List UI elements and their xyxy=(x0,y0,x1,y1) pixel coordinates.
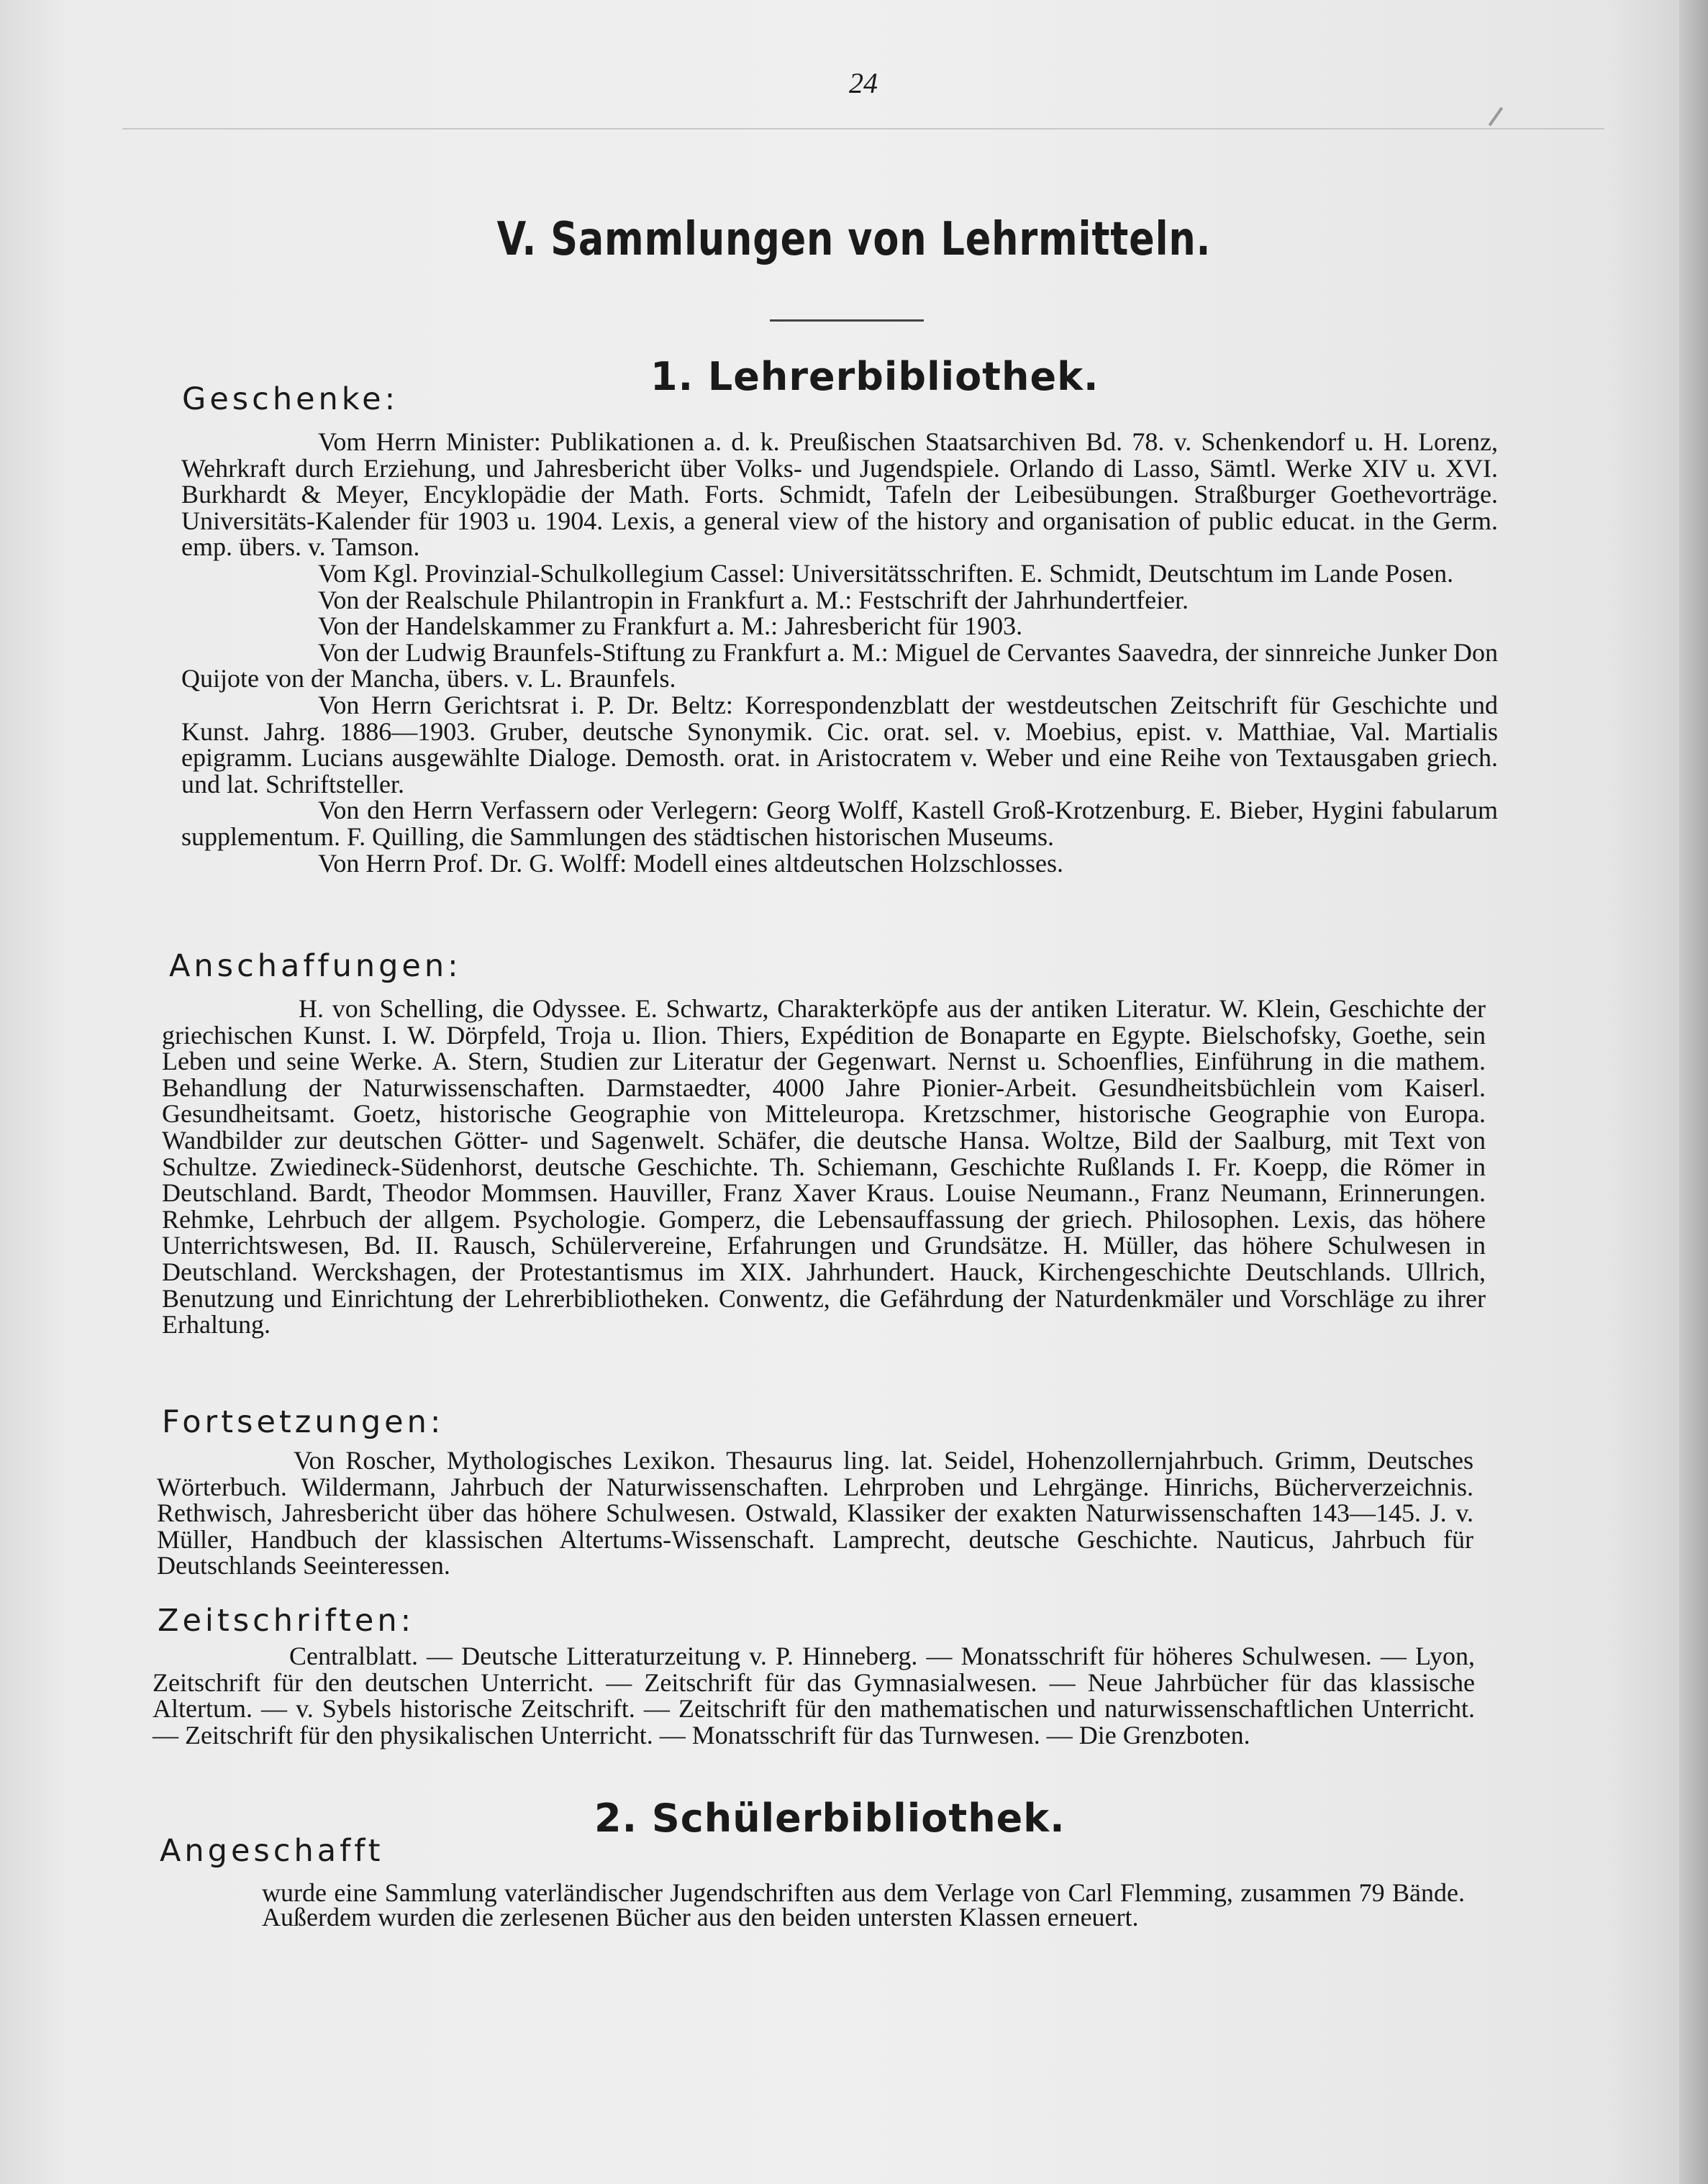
chapter-title: V. Sammlungen von Lehrmitteln. xyxy=(496,213,1212,266)
geschenke-paragraph: Von der Realschule Philantropin in Frankfurt a. M.: Festschrift der Jahrhundertfeier. xyxy=(318,585,1189,614)
section-heading-schuelerbibliothek: 2. Schülerbibliothek. xyxy=(594,1796,1066,1841)
geschenke-text xyxy=(181,429,1498,876)
anschaffungen-paragraph: H. von Schelling, die Odyssee. E. Schwartz, Charakterköpfe aus der antiken Literatur. W. Klein, Geschichte der griechischen Kunst. I. W. Dörpfeld, Troja u. Ilion. Thiers, Expédition de Bonaparte en Egypte. Bielschofsky, Goethe, sein Leben und seine Werke. A. Stern, Studien zur Literatur der Gegenwart. Nernst u. Schoenflies, Einführung in die mathem. Behandlung der Naturwissenschaften. Darmstaedter, 4000 Jahre Pionier-Arbeit. Gesundheitsbüchlein vom Kaiserl. Gesundheitsamt. Goetz, historische Geographie von Mitteleuropa. Kretzschmer, historische Geographie von Europa. Wandbilder zur deutschen Götter- und Sagenwelt. Schäfer, die deutsche Hansa. Woltze, Bild der Saalburg, mit Text von Schultze. Zwiedineck-Südenhorst, deutsche Geschichte. Th. Schiemann, Geschichte Rußlands I. Fr. Koepp, die Römer in Deutschland. Bardt, Theodor Mommsen. Hauviller, Franz Xaver Kraus. Louise Neumann., Franz Neumann, Erinnerungen. Rehmke, Lehrbuch der allgem. Psychologie. Gomperz, die Lebensauffassung der griech. Philosophen. Lexis, das höhere Unterrichtswesen, Bd. II. Rausch, Schülervereine, Erfahrungen und Grundsätze. H. Müller, das höhere Schulwesen in Deutschland. Werckshagen, der Protestantismus im XIX. Jahrhundert. Hauck, Kirchengeschichte Deutschlands. Ullrich, Benutzung und Einrichtung der Lehrerbibliotheken. Conwentz, die Gefährdung der Naturdenkmäler und Vorschläge zu ihrer Erhaltung. xyxy=(162,994,1486,1339)
geschenke-paragraph: Von der Ludwig Braunfels-Stiftung zu Frankfurt a. M.: Miguel de Cervantes Saavedra, der sinnreiche Junker Don Quijote von der Mancha, übers. v. L. Braunfels. xyxy=(181,637,1498,693)
subheading-angeschafft: Angeschafft xyxy=(160,1833,384,1869)
zeitschriften-paragraph: Centralblatt. — Deutsche Litteraturzeitung v. P. Hinneberg. — Monatsschrift für höheres Schulwesen. — Lyon, Zeitschrift für den deutschen Unterricht. — Zeitschrift für das Gymnasialwesen. — Neue Jahrbücher für das klassische Altertum. — v. Sybels historische Zeitschrift. — Zeitschrift für den mathematischen und naturwissenschaftlichen Unterricht. — Zeitschrift für den physikalischen Unterricht. — Monatsschrift für das Turnwesen. — Die Grenzboten. xyxy=(153,1642,1475,1750)
subheading-geschenke: Geschenke: xyxy=(182,381,399,417)
page-edge-shadow xyxy=(1679,0,1708,2184)
geschenke-paragraph: Von den Herrn Verfassern oder Verlegern: Georg Wolff, Kastell Groß-Krotzenburg. E. Bieber, Hygini fabularum supplementum. F. Quilling, die Sammlungen des städtischen historischen Museums. xyxy=(181,796,1498,851)
geschenke-paragraph: Von der Handelskammer zu Frankfurt a. M.: Jahresbericht für 1903. xyxy=(318,611,1023,641)
subheading-zeitschriften: Zeitschriften: xyxy=(158,1603,415,1639)
fortsetzungen-paragraph: Von Roscher, Mythologisches Lexikon. Thesaurus ling. lat. Seidel, Hohenzollernjahrbuch. Grimm, Deutsches Wörterbuch. Wildermann, Jahrbuch der Naturwissenschaften. Lehrproben und Lehrgänge. Hinrichs, Bücherverzeichnis. Rethwisch, Jahresbericht über das höhere Schulwesen. Ostwald, Klassiker der exakten Naturwissenschaften 143—145. J. v. Müller, Handbuch der klassischen Altertums-Wissenschaft. Lamprecht, deutsche Geschichte. Nauticus, Jahrbuch für Deutschlands Seeinteressen. xyxy=(157,1446,1473,1580)
top-divider xyxy=(122,128,1604,129)
scan-mark xyxy=(1489,107,1503,127)
angeschafft-text xyxy=(262,1878,1465,1932)
zeitschriften-text xyxy=(153,1643,1475,1748)
geschenke-paragraph: Von Herrn Prof. Dr. G. Wolff: Modell eines altdeutschen Holzschlosses. xyxy=(318,848,1063,878)
fortsetzungen-text xyxy=(157,1447,1473,1579)
anschaffungen-text xyxy=(162,996,1486,1338)
section-heading-lehrerbibliothek: 1. Lehrerbibliothek. xyxy=(650,354,1099,399)
geschenke-paragraph: Vom Herrn Minister: Publikationen a. d. k. Preußischen Staatsarchiven Bd. 78. v. Schenkendorf u. H. Lorenz, Wehrkraft durch Erziehung, und Jahresbericht über Volks- und Jugendspiele. Orlando di Lasso, Sämtl. Werke XIV u. XVI. Burkhardt & Meyer, Encyklopädie der Math. Forts. Schmidt, Tafeln der Leibesübungen. Straßburger Goethevorträge. Universitäts-Kalender für 1903 u. 1904. Lexis, a general view of the history and organisation of public educat. in the Germ. emp. übers. v. Tamson. xyxy=(181,427,1498,562)
geschenke-paragraph: Von Herrn Gerichtsrat i. P. Dr. Beltz: Korrespondenzblatt der westdeutschen Zeitschrift für Geschichte und Kunst. Jahrg. 1886—1903. Gruber, deutsche Synonymik. Cic. orat. sel. v. Moebius, epist. v. Matthiae, Val. Martialis epigramm. Lucians ausgewählte Dialoge. Demosth. orat. in Aristocratem v. Weber und eine Reihe von Textausgaben griech. und lat. Schriftsteller. xyxy=(181,690,1498,798)
angeschafft-paragraph: wurde eine Sammlung vaterländischer Jugendschriften aus dem Verlage von Carl Flemming, zusammen 79 Bände. Außerdem wurden die zerlesenen Bücher aus den beiden untersten Klassen erneuert. xyxy=(262,1878,1465,1932)
subheading-anschaffungen: Anschaffungen: xyxy=(169,948,462,984)
page-number: 24 xyxy=(849,67,878,99)
title-divider xyxy=(770,319,924,322)
subheading-fortsetzungen: Fortsetzungen: xyxy=(162,1404,445,1440)
geschenke-paragraph: Vom Kgl. Provinzial-Schulkollegium Cassel: Universitätsschriften. E. Schmidt, Deutschtum im Lande Posen. xyxy=(318,558,1454,588)
